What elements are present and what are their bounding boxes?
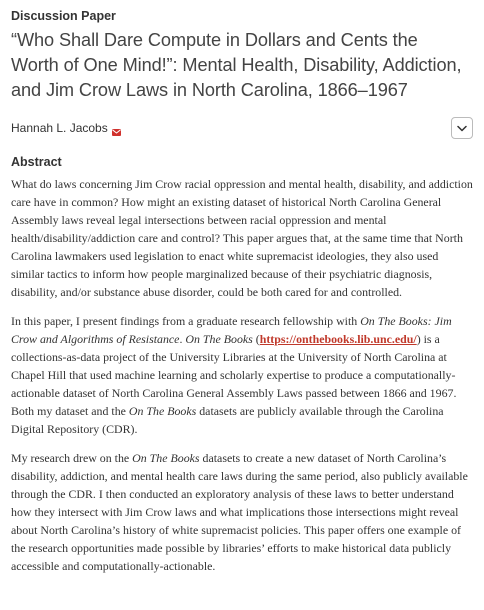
mail-icon[interactable] bbox=[112, 125, 121, 132]
title-line: Worth of One Mind!”: Mental Health, Disability, Addiction, bbox=[11, 55, 462, 75]
abstract-paragraph bbox=[11, 449, 473, 575]
abstract-heading: Abstract bbox=[11, 155, 62, 169]
chevron-down-icon bbox=[457, 119, 467, 137]
project-name: On The Books bbox=[185, 332, 253, 346]
text-run: My research drew on the bbox=[11, 451, 133, 465]
text-run: ( bbox=[252, 332, 260, 346]
abstract-paragraph bbox=[11, 312, 473, 438]
project-link[interactable]: https://onthebooks.lib.unc.edu/ bbox=[259, 332, 417, 346]
project-name: On The Books: Jim Crow and Algorithms of Resistance bbox=[11, 314, 452, 346]
paper-type-label: Discussion Paper bbox=[11, 9, 116, 23]
project-name: On The Books bbox=[132, 451, 200, 465]
paper-title bbox=[11, 28, 473, 103]
text-run: . bbox=[179, 332, 186, 346]
text-run: datasets are publicly available through the Carolina Digital Repository (CDR). bbox=[11, 404, 444, 436]
title-line: and Jim Crow Laws in North Carolina, 1866–1967 bbox=[11, 80, 408, 100]
text-run: In this paper, I present findings from a graduate research fellowship with bbox=[11, 314, 361, 328]
title-line: “Who Shall Dare Compute in Dollars and Cents the bbox=[11, 30, 418, 50]
author-name[interactable]: Hannah L. Jacobs bbox=[11, 121, 108, 135]
abstract-paragraph: What do laws concerning Jim Crow racial oppression and mental health, disability, and addiction care have in common? How might an existing dataset of historical North Carolina General Assembly laws reveal legal intersections between racial oppression and mental health/disability/addiction care and control? This paper argues that, at the same time that North Carolina lawmakers used legislation to enact white supremacist ideologies, they also used similar tactics to inform how people marginalized because of their psychiatric diagnosis, disability, and/or substance abuse disorder, could be both cared for and controlled. bbox=[11, 177, 473, 299]
project-name: On The Books bbox=[128, 404, 197, 418]
author bbox=[11, 121, 121, 135]
text-run: datasets to create a new dataset of North Carolina’s disability, addiction, and mental health care laws during the same period, also publicly available through the CDR. I then conducted an exploratory analysis of these laws to better understand how they intersect with Jim Crow laws and what implications those intersections might reveal about North Carolina’s history of white supremacist policies. This paper offers one example of the research opportunities made possible by libraries’ efforts to make historical data publicly accessible and computationally-actionable. bbox=[11, 451, 468, 573]
author-row bbox=[11, 117, 473, 139]
expand-author-button[interactable] bbox=[451, 117, 473, 139]
text-run: ) is a collections-as-data project of the University Libraries at the University of North Carolina at Chapel Hill that used machine learning and scholarly expertise to produce a computationally-actionable dataset of North Carolina General Assembly Laws passed between 1866 and 1967. Both my dataset and the bbox=[11, 332, 457, 418]
